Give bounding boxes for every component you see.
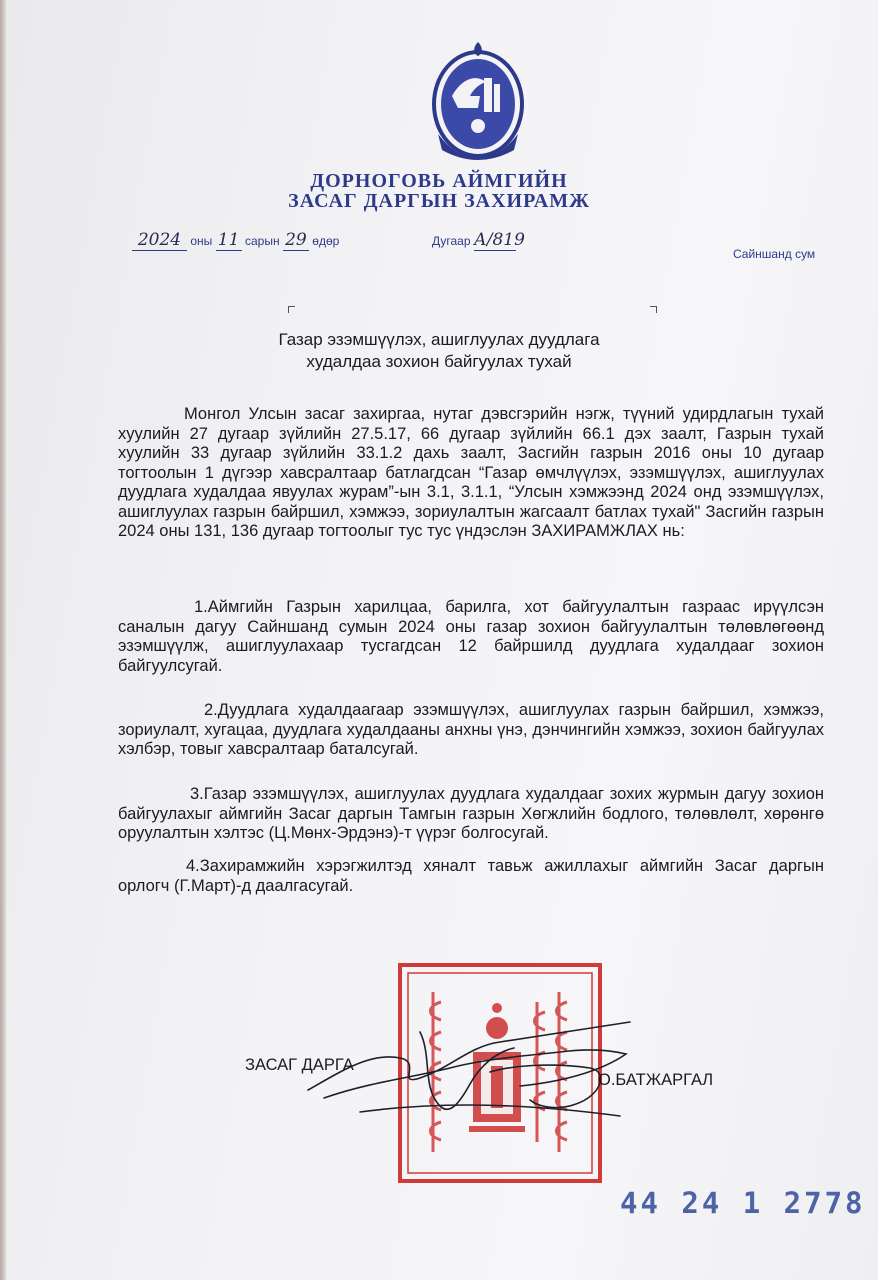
date-day: 29 [283, 230, 309, 251]
preamble-paragraph: Монгол Улсын засаг захиргаа, нутаг дэвсгэрийн нэгж, түүний удирдлагын тухай хуулийн 27 дугаар зүйлийн 27.5.17, 66 дугаар зүйлийн 66.1 дэх заалт, Газрын тухай хуулийн 33 дугаар зүйлийн 33.1.2 дахь заалт, Засгийн газрын 2016 оны 10 дугаар тогтоолын 1 дүгээр хавсралтаар батлагдсан “Газар өмчлүүлэх, эзэмшүүлэх, ашиглуулах дуудлага худалдаа явуулах журам”-ын 3.1, 3.1.1, “Улсын хэмжээнд 2024 онд эзэмшүүлэх, ашиглуулах газрын байршил, хэмжээ, зориулалтын жагсаалт батлах тухай" Засгийн газрын 2024 оны 131, 136 дугаар тогтоолыг тус тус үндэслэн ЗАХИРАМЖЛАХ нь: [118, 405, 824, 540]
signatory-title: ЗАСАГ ДАРГА [245, 1056, 354, 1074]
registration-number-stamp: 44 24 1 2778 [620, 1186, 866, 1220]
date-line [132, 230, 339, 251]
subject-line1: Газар эзэмшүүлэх, ашиглуулах дуудлага [278, 330, 600, 349]
date-year-suffix: оны [190, 234, 213, 248]
date-month: 11 [216, 230, 242, 251]
subject-line2: худалдаа зохион байгуулах тухай [306, 352, 572, 371]
date-year: 2024 [132, 230, 187, 251]
decree-item-1: 1.Аймгийн Газрын харилцаа, барилга, хот байгуулалтын газраас ирүүлсэн саналын дагуу Сайншанд сумын 2024 оны газар зохион байгуулалтын төлөвлөгөөнд эзэмшүүлж, ашиглуулахаар тусгагдсан 12 байршилд дуудлага худалдааг зохион байгуулсугай. [118, 598, 824, 675]
decree-number [432, 230, 525, 251]
decree-item-4: 4.Захирамжийн хэрэгжилтэд хяналт тавьж ажиллахыг аймгийн Засаг даргын орлогч (Г.Март)-д даалгасугай. [118, 857, 824, 895]
decree-number-label: Дугаар [432, 234, 471, 248]
decree-item-3: 3.Газар эзэмшүүлэх, ашиглуулах дуудлага худалдааг зохих журмын дагуу зохион байгуулахыг аймгийн Засаг даргын Тамгын газрын Хөгжлийн бодлого, төлөвлөлт, хөрөнгө оруулалтын хэлтэс (Ц.Мөнх-Эрдэнэ)-т үүрэг болгосугай. [118, 785, 824, 842]
state-emblem-icon [428, 38, 528, 164]
subject-corner-right [650, 306, 657, 313]
date-month-suffix: сарын [244, 234, 280, 248]
org-name-line2: ЗАСАГ ДАРГЫН ЗАХИРАМЖ [288, 190, 590, 212]
decree-subject [0, 329, 878, 373]
decree-number-value: А/819 [473, 230, 525, 250]
decree-item-2: 2.Дуудлага худалдаагаар эзэмшүүлэх, ашиглуулах газрын байршил, хэмжээ, зориулалт, хугацаа, дуудлага худалдааны анхны үнэ, дэнчингийн хэмжээ, зохион байгуулах хэлбэр, товыг хавсралтаар баталсугай. [118, 701, 824, 758]
signatory-name: О.БАТЖАРГАЛ [598, 1071, 714, 1089]
date-day-suffix: өдөр [312, 234, 340, 248]
issue-place: Сайншанд сум [733, 247, 816, 261]
org-name-line1: ДОРНОГОВЬ АЙМГИЙН [310, 170, 568, 192]
subject-corner-left [288, 306, 295, 313]
